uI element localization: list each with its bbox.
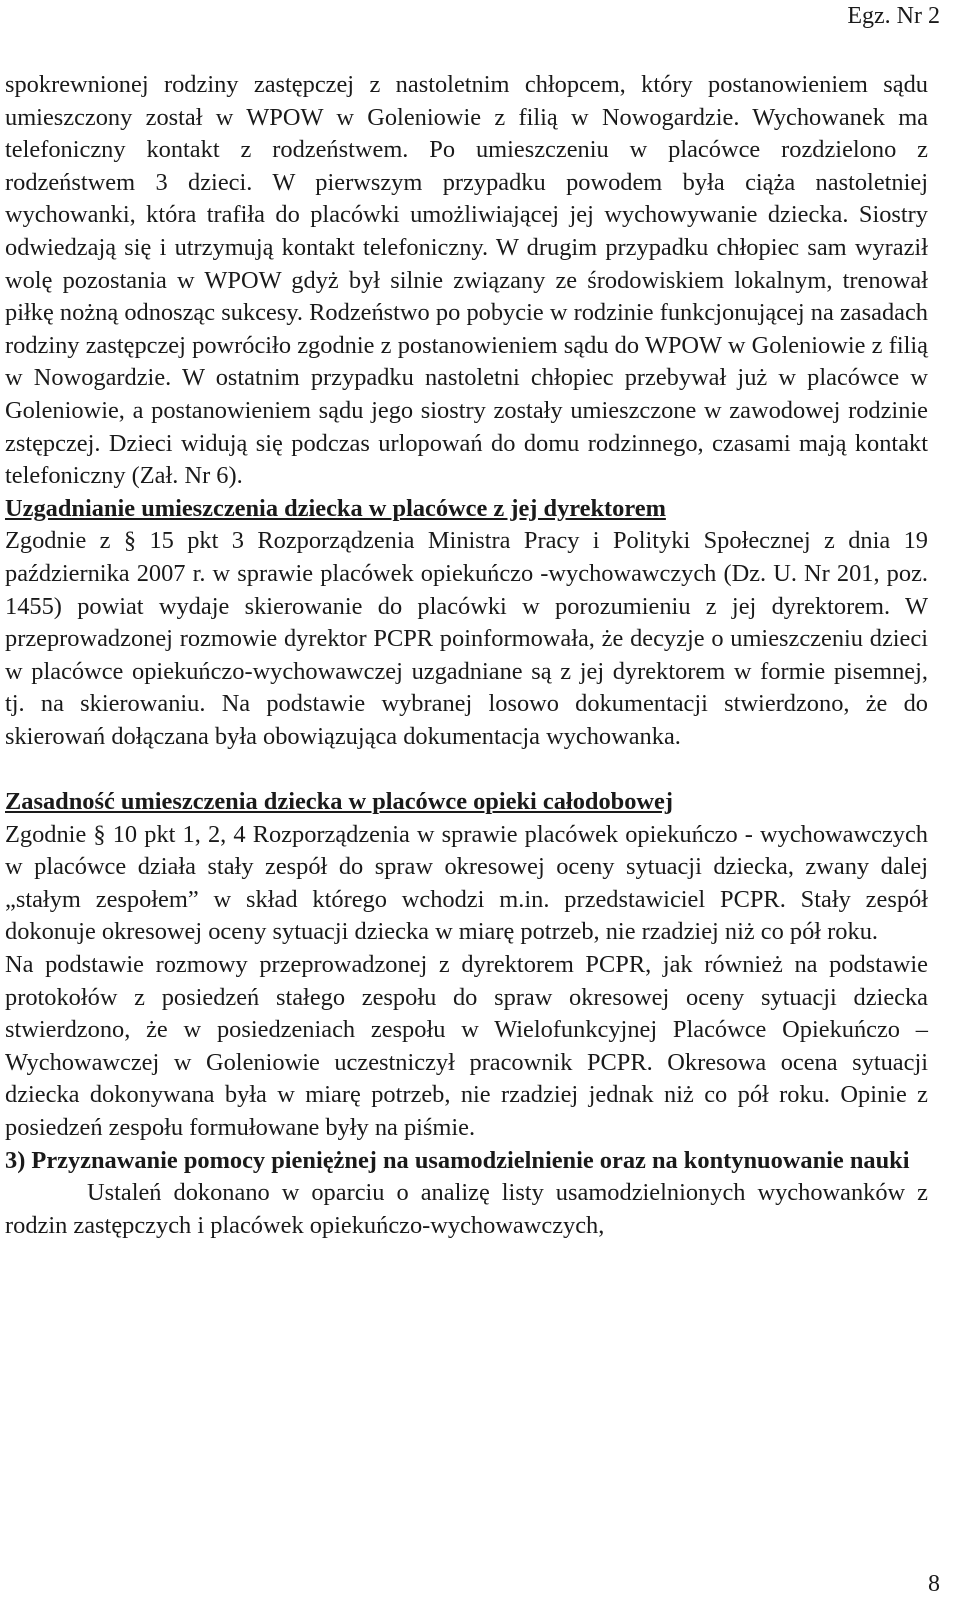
- section-heading-placement-justification: Zasadność umieszczenia dziecka w placówce opieki całodobowej: [5, 788, 673, 816]
- paragraph-financial-aid: Ustaleń dokonano w oparciu o analizę listy usamodzielnionych wychowanków z rodzin zastępczych i placówek opiekuńczo-wychowawczych,: [5, 1179, 928, 1239]
- paragraph-findings: Na podstawie rozmowy przeprowadzonej z dyrektorem PCPR, jak również na podstawie protokołów z posiedzeń stałego zespołu do spraw okresowej oceny sytuacji dziecka stwierdzono, że w posiedzeniach zespołu w Wielofunkcyjnej Placówce Opiekuńczo – Wychowawczej w Goleniowie uczestniczył pracownik PCPR. Okresowa ocena sytuacji dziecka dokonywana była w miarę potrzeb, nie rzadziej jednak niż co pół roku. Opinie z posiedzeń zespołu formułowane były na piśmie.: [5, 951, 928, 1141]
- page-number: 8: [928, 1571, 940, 1597]
- paragraph-regulation: Zgodnie § 10 pkt 1, 2, 4 Rozporządzenia w sprawie placówek opiekuńczo - wychowawczych w placówce działa stały zespół do spraw okresowej oceny sytuacji dziecka, zwany dalej „stałym zespołem” w skład którego wchodzi m.in. przedstawiciel PCPR. Stały zespół dokonuje okresowej oceny sytuacji dziecka w miarę potrzeb, nie rzadziej niż co pół roku.: [5, 820, 928, 946]
- section-heading-financial-aid: 3) Przyznawanie pomocy pieniężnej na usamodzielnienie oraz na kontynuowanie nauki: [5, 1146, 910, 1174]
- section-heading-placement-agreement: Uzgadnianie umieszczenia dziecka w placówce z jej dyrektorem: [5, 494, 666, 522]
- paragraph-continuation: spokrewnionej rodziny zastępczej z nastoletnim chłopcem, który postanowieniem sądu umieszczony został w WPOW w Goleniowie z filią w Nowogardzie. Wychowanek ma telefoniczny kontakt z rodzeństwem. Po umieszczeniu w placówce rozdzielono z rodzeństwem 3 dzieci. W pierwszym przypadku powodem była ciąża nastoletniej wychowanki, która trafiła do placówki umożliwiającej jej wychowywanie dziecka. Siostry odwiedzają się i utrzymują kontakt telefoniczny. W drugim przypadku chłopiec sam wyraził wolę pozostania w WPOW gdyż był silnie związany ze środowiskiem lokalnym, trenował piłkę nożną odnosząc sukcesy. Rodzeństwo po pobycie w rodzinie funkcjonującej na zasadach rodziny zastępczej powróciło zgodnie z postanowieniem sądu do WPOW w Goleniowie z filią w Nowogardzie. W ostatnim przypadku nastoletni chłopiec przebywał już w placówce w Goleniowie, a postanowieniem sądu jego siostry zostały umieszczone w zawodowej rodzinie zstępczej. Dzieci widują się podczas urlopowań do domu rodzinnego, czasami mają kontakt telefoniczny (Zał. Nr 6).: [5, 71, 928, 490]
- blank-line: [5, 753, 928, 786]
- paragraph-placement-agreement: Zgodnie z § 15 pkt 3 Rozporządzenia Ministra Pracy i Polityki Społecznej z dnia 19 października 2007 r. w sprawie placówek opiekuńczo -wychowawczych (Dz. U. Nr 201, poz. 1455) powiat wydaje skierowanie do placówki w porozumieniu z jej dyrektorem. W przeprowadzonej rozmowie dyrektor PCPR poinformowała, że decyzje o umieszczeniu dzieci w placówce opiekuńczo-wychowawczej uzgadniane są z jej dyrektorem w formie pisemnej, tj. na skierowaniu. Na podstawie wybranej losowo dokumentacji stwierdzono, że do skierowań dołączana była obowiązująca dokumentacja wychowanka.: [5, 527, 928, 750]
- document-body: [5, 69, 928, 1242]
- document-copy-label: Egz. Nr 2: [847, 3, 940, 29]
